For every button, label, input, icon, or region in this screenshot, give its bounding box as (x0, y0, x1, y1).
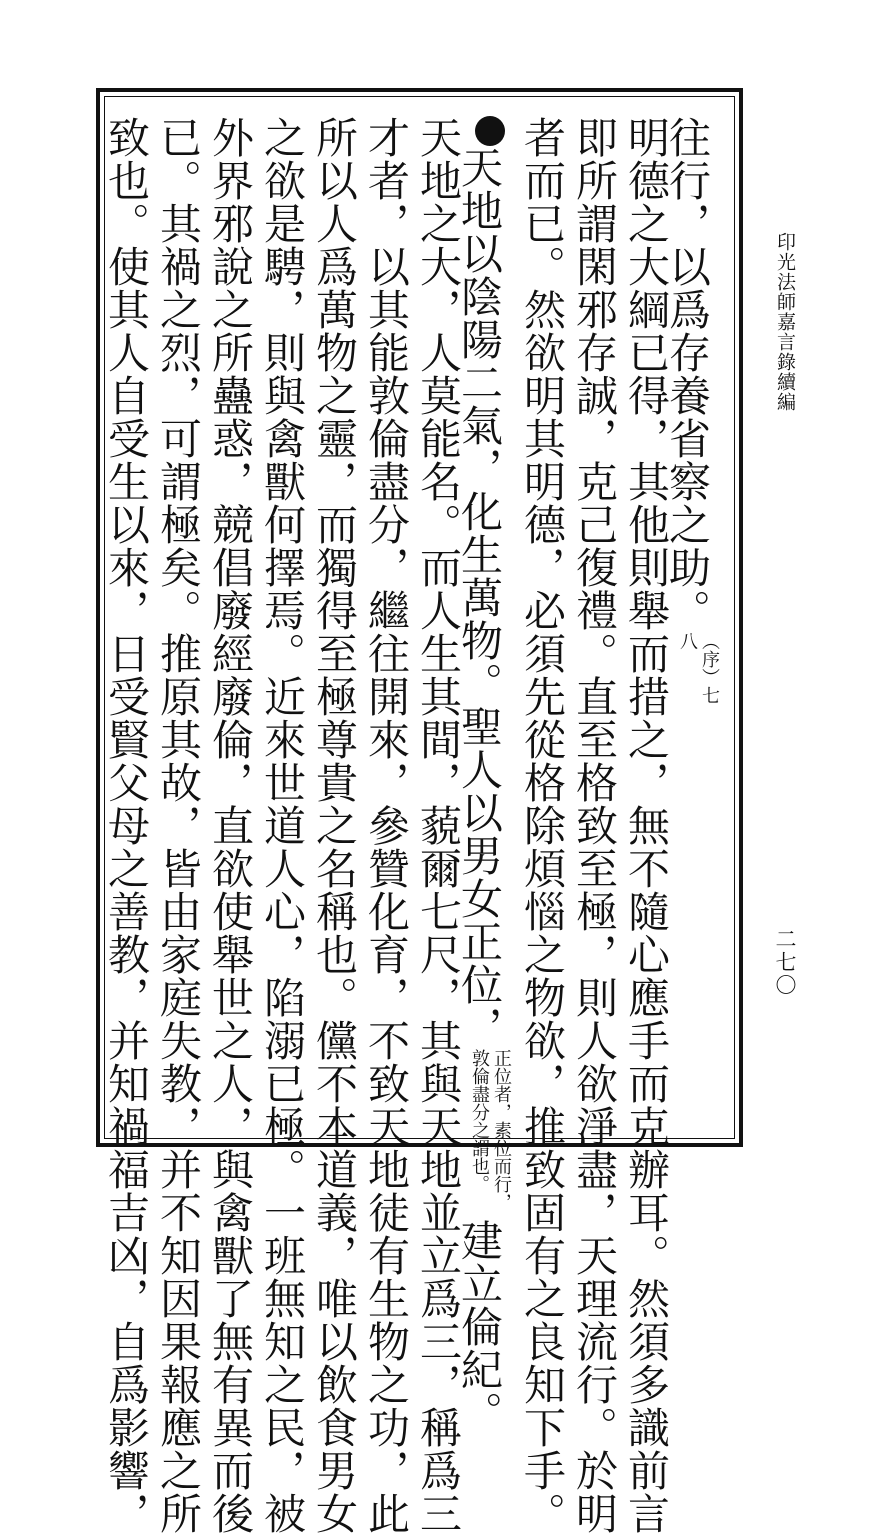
column-text: 天地以陰陽二氣，化生萬物。聖人以男女正位， (455, 146, 504, 1049)
annotation-note: 正位者，素位而行，敦倫盡分之謂也。 (469, 1049, 512, 1211)
text-body (102, 116, 728, 1535)
text-column-1 (663, 116, 724, 1131)
column-text: 建立倫紀。 (455, 1219, 504, 1434)
text-column-9: 之欲是騁，則與禽獸何擇焉。近來世道人心，陷溺已極。一班無知之民，被 (258, 116, 307, 1535)
text-column-5 (455, 116, 516, 1434)
source-note: （序）七八 (677, 632, 720, 704)
text-column-12: 致也。使其人自受生以來，日受賢父母之善教，并知禍福吉凶，自爲影響， (102, 116, 151, 1535)
bullet-icon (475, 116, 505, 146)
text-column-4: 者而已。然欲明其明德，必須先從格除煩惱之物欲，推致固有之良知下手。 (518, 116, 567, 1535)
text-column-11: 已。其禍之烈，可謂極矣。推原其故，皆由家庭失教，并不知因果報應之所 (154, 116, 203, 1535)
column-text: 往行，以爲存養省察之助。 (663, 116, 712, 632)
text-column-2: 明德之大綱已得，其他則舉而措之，無不隨心應手而克辦耳。然須多識前言 (622, 116, 671, 1535)
text-column-10: 外界邪說之所蠱惑，競倡廢經廢倫，直欲使舉世之人，與禽獸了無有異而後 (206, 116, 255, 1535)
text-column-6: 天地之大，人莫能名。而人生其間，藐爾七尺，其與天地並立爲三，稱爲三 (414, 116, 463, 1535)
page-number: 二七〇 (773, 928, 797, 997)
text-column-3: 即所謂閑邪存誠，克己復禮。直至格致至極，則人欲淨盡，天理流行。於明 (570, 116, 619, 1535)
text-column-7: 才者，以其能敦倫盡分，繼往開來，參贊化育，不致天地徒有生物之功，此 (362, 116, 411, 1535)
text-column-8: 所以人爲萬物之靈，而獨得至極尊貴之名稱也。儻不本道義，唯以飲食男女 (310, 116, 359, 1535)
running-title: 印光法師嘉言錄續編 (774, 232, 796, 412)
